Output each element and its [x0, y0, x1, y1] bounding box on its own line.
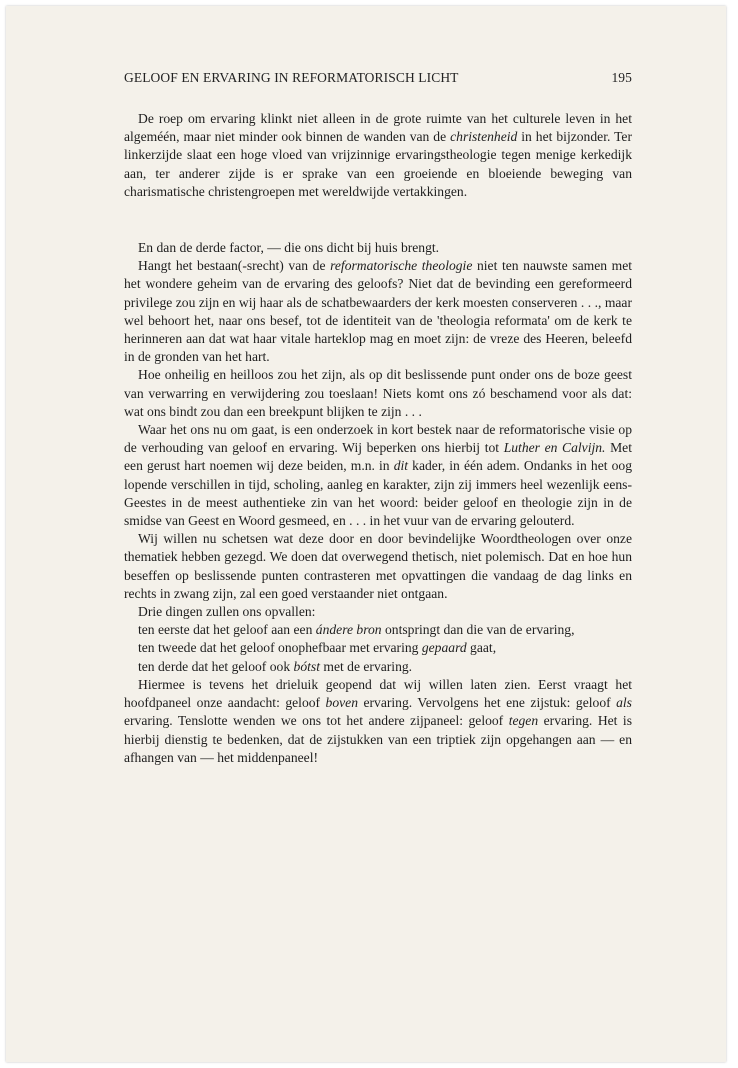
- paragraph-3: [124, 257, 632, 366]
- p1-text-c: in het bijzonder. Ter linkerzijde slaat een hoge vloed van vrijzinnige ervaringstheologie tegen menige kerkedijk aan, ter anderer zijde is er sprake van een groeiende en bloeiende beweging van charismatische christengroepen met wereldwijde vertakkingen.: [124, 129, 632, 199]
- list1-italic: ándere bron: [315, 622, 382, 638]
- list2-italic: gepaard: [421, 640, 467, 656]
- section-gap: [124, 201, 632, 239]
- p5-text-a: Waar het ons nu om gaat, is een onderzoek in kort bestek naar de reformatorische visie op de verhouding van geloof en ervaring. Wij beperken ons hierbij tot: [124, 422, 632, 456]
- paragraph-6: Wij willen nu schetsen wat deze door en door bevindelijke Woordtheologen over onze thematiek hebben gezegd. We doen dat overwegend thetisch, niet polemisch. Dat en hoe hun beseffen op beslissende punten contrasteren met opvattingen die vandaag de dag links en rechts in zwang zijn, zal een goed verstaander niet ontgaan.: [124, 531, 632, 601]
- list2-text-c: gaat,: [466, 640, 497, 656]
- p8-text-g: ervaring. Het is hierbij dienstig te bedenken, dat de zijstukken van een triptiek zijn opgehangen aan — en afhangen van — het middenpaneel!: [124, 713, 632, 765]
- running-header: [124, 70, 632, 94]
- running-title: GELOOF EN ERVARING IN REFORMATORISCH LICHT: [124, 70, 459, 85]
- list2-text-a: ten tweede dat het geloof onophefbaar met ervaring: [138, 640, 422, 656]
- paragraph-1: [124, 110, 632, 201]
- list-item-2: [124, 639, 632, 657]
- book-page: [6, 6, 726, 1062]
- paragraph-8: [124, 676, 632, 767]
- p8-text-e: ervaring. Tenslotte wenden we ons tot het andere zijpaneel: geloof: [124, 713, 509, 729]
- p5-italic-b: Luther en Calvijn.: [503, 440, 606, 456]
- p8-italic-d: als: [616, 695, 632, 711]
- paragraph-7: Drie dingen zullen ons opvallen:: [138, 604, 316, 620]
- p3-italic: reformatorische theologie: [330, 258, 473, 274]
- p1-text-a: De roep om ervaring klinkt niet alleen in de grote ruimte van het culturele leven in het algeméén, maar niet minder ook binnen de wanden van de: [124, 111, 632, 145]
- p8-italic-b: boven: [325, 695, 358, 711]
- list3-text-c: met de ervaring.: [319, 658, 413, 674]
- p8-italic-f: tegen: [508, 713, 539, 729]
- p5-italic-d: dit: [393, 458, 409, 474]
- list3-text-a: ten derde dat het geloof ook: [138, 658, 294, 674]
- list-item-1: [124, 621, 632, 639]
- p8-text-c: ervaring. Vervolgens het ene zijstuk: geloof: [358, 695, 617, 711]
- p3-text-c: niet ten nauwste samen met het wondere geheim van de ervaring des geloofs? Niet dat de bevinding een gereformeerd privilege zou zijn en wij haar als de schatbewaarders der kerk moesten conserveren . . ., maar wel behoort het, naar ons besef, tot de identiteit van de 'theologia reformata' om de kerk te herinneren aan dat wat haar vitale harteklop mag en moet zijn: de vreze des Heeren, beleefd in de gronden van het hart.: [124, 258, 633, 365]
- page-number: 195: [611, 70, 632, 85]
- list1-text-c: ontspringt dan die van de ervaring,: [381, 622, 575, 638]
- body-text: [124, 110, 632, 767]
- list-item-3: [124, 658, 632, 676]
- list1-text-a: ten eerste dat het geloof aan een: [138, 622, 316, 638]
- p3-text-a: Hangt het bestaan(-srecht) van de: [138, 258, 331, 274]
- paragraph-5: [124, 421, 632, 530]
- paragraph-4: Hoe onheilig en heilloos zou het zijn, als op dit beslissende punt onder ons de boze geest van verwarring en verwijdering zou toeslaan! Niets komt ons zó beschamend voor als dat: wat ons bindt zou dan een breekpunt blijken te zijn . . .: [124, 367, 632, 419]
- p1-italic: christenheid: [450, 129, 518, 145]
- paragraph-2: En dan de derde factor, — die ons dicht bij huis brengt.: [138, 240, 440, 256]
- p5-text-c: Met een gerust hart noemen wij deze beiden, m.n. in: [124, 440, 632, 474]
- p8-text-a: Hiermee is tevens het drieluik geopend dat wij willen laten zien. Eerst vraagt het hoofdpaneel onze aandacht: geloof: [124, 676, 632, 711]
- list3-italic: bótst: [293, 658, 320, 674]
- p5-text-e: kader, in één adem. Ondanks in het oog lopende verschillen in tijd, scholing, aanleg en karakter, zijn zij immers heel wezenlijk eens-Geestes in de meest authentieke zin van het woord: beider geloof en theologie zijn in de smidse van Geest en Woord gesmeed, en . . . in het vuur van de ervaring gelouterd.: [124, 458, 632, 529]
